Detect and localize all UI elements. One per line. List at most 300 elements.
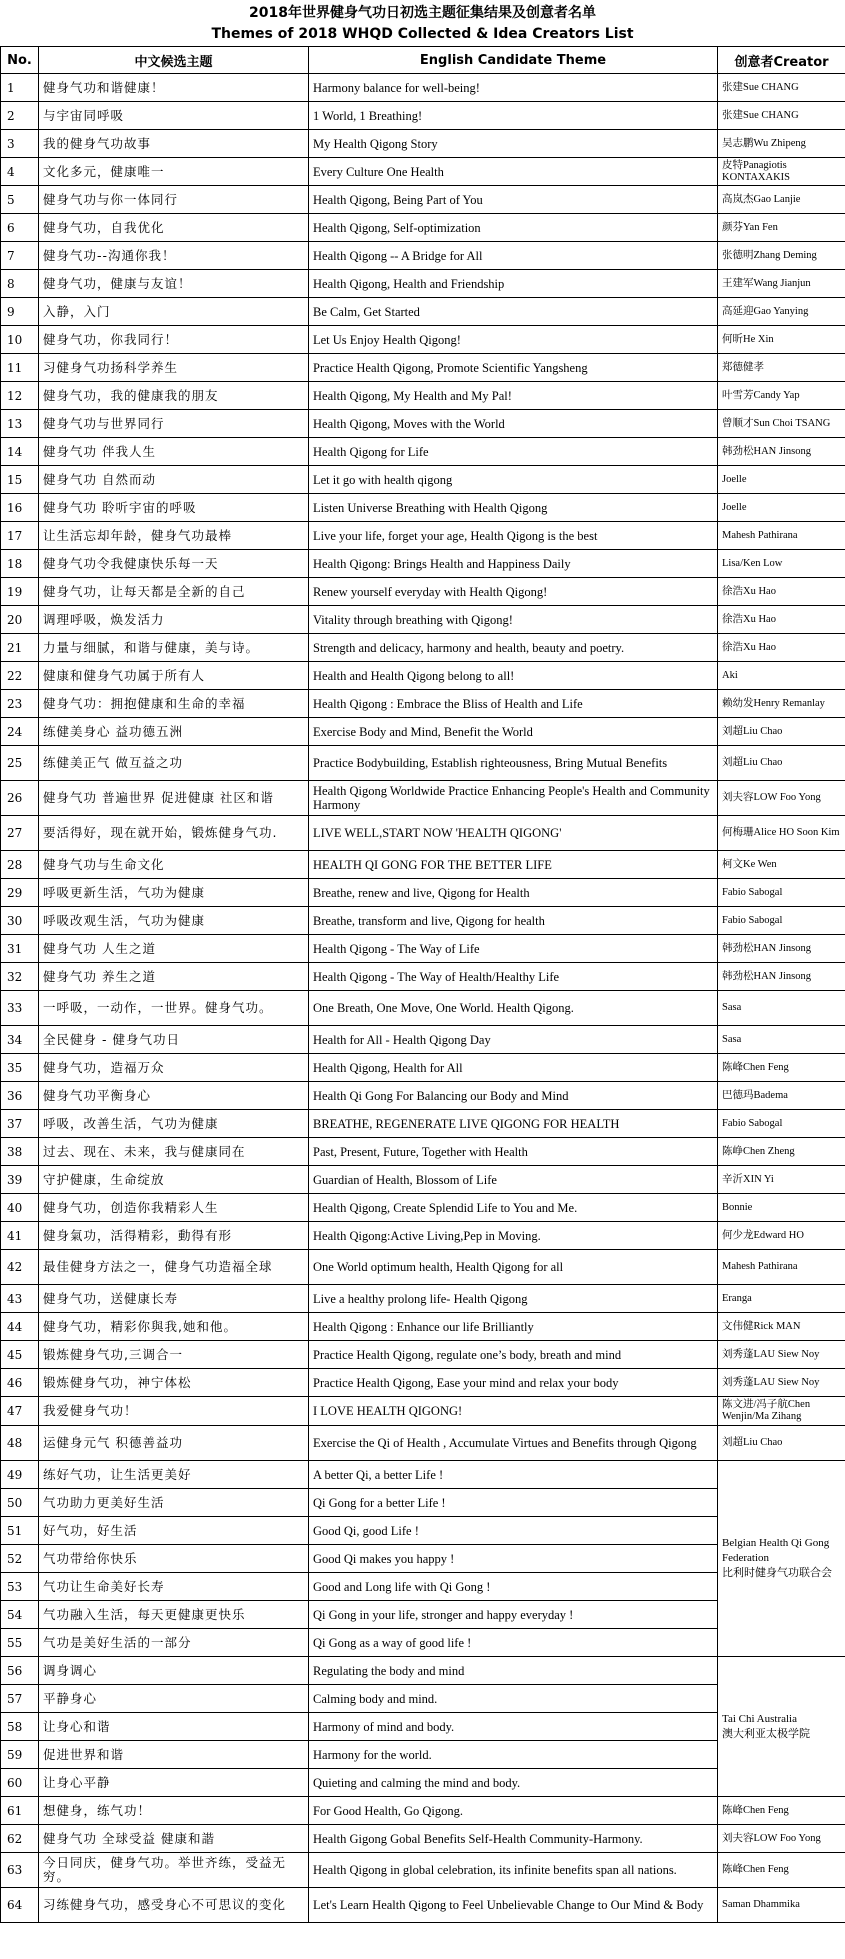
row-number: 53 <box>1 1573 39 1601</box>
row-number: 62 <box>1 1825 39 1853</box>
creator: 柯文Ke Wen <box>718 851 845 879</box>
english-theme: 1 World, 1 Breathing! <box>309 102 718 130</box>
row-number: 55 <box>1 1629 39 1657</box>
english-theme: Exercise the Qi of Health , Accumulate Virtues and Benefits through Qigong <box>309 1426 718 1461</box>
creator: 陈文进/冯子航Chen Wenjin/Ma Zihang <box>718 1397 845 1426</box>
chinese-theme: 健身气功，创造你我精彩人生 <box>39 1194 309 1222</box>
chinese-theme: 健身气功平衡身心 <box>39 1082 309 1110</box>
creator: Mahesh Pathirana <box>718 522 845 550</box>
creator: 陈峰Chen Feng <box>718 1797 845 1825</box>
row-number: 31 <box>1 935 39 963</box>
table-row <box>1 991 845 1026</box>
english-theme: Health for All - Health Qigong Day <box>309 1026 718 1054</box>
row-number: 44 <box>1 1313 39 1341</box>
row-number: 37 <box>1 1110 39 1138</box>
creator: Eranga <box>718 1285 845 1313</box>
row-number: 28 <box>1 851 39 879</box>
english-theme: Listen Universe Breathing with Health Qigong <box>309 494 718 522</box>
english-theme: One Breath, One Move, One World. Health Qigong. <box>309 991 718 1026</box>
chinese-theme: 健身气功，让每天都是全新的自己 <box>39 578 309 606</box>
english-theme: Health Qigong, Health for All <box>309 1054 718 1082</box>
table-row <box>1 354 845 382</box>
chinese-theme: 健身气功，自我优化 <box>39 214 309 242</box>
chinese-theme: 健身气功和谐健康！ <box>39 74 309 102</box>
table-row <box>1 410 845 438</box>
english-theme: Health Qigong : Embrace the Bliss of Health and Life <box>309 690 718 718</box>
row-number: 54 <box>1 1601 39 1629</box>
chinese-theme: 想健身，练气功！ <box>39 1797 309 1825</box>
chinese-theme: 健身气功令我健康快乐每一天 <box>39 550 309 578</box>
row-number: 33 <box>1 991 39 1026</box>
table-row <box>1 1313 845 1341</box>
table-row <box>1 1461 845 1489</box>
table-row <box>1 326 845 354</box>
table-row <box>1 74 845 102</box>
chinese-theme: 呼吸改观生活，气功为健康 <box>39 907 309 935</box>
row-number: 29 <box>1 879 39 907</box>
creator: 何昕He Xin <box>718 326 845 354</box>
english-theme: Practice Health Qigong, Ease your mind and relax your body <box>309 1369 718 1397</box>
english-theme: Live your life, forget your age, Health Qigong is the best <box>309 522 718 550</box>
chinese-theme: 与宇宙同呼吸 <box>39 102 309 130</box>
chinese-theme: 健身气功 普遍世界 促进健康 社区和谐 <box>39 781 309 816</box>
chinese-theme: 健身气功，我的健康我的朋友 <box>39 382 309 410</box>
english-theme: Health Qigong -- A Bridge for All <box>309 242 718 270</box>
row-number: 15 <box>1 466 39 494</box>
english-theme: Regulating the body and mind <box>309 1657 718 1685</box>
chinese-theme: 最佳健身方法之一，健身气功造福全球 <box>39 1250 309 1285</box>
row-number: 50 <box>1 1489 39 1517</box>
table-body <box>1 74 845 1923</box>
chinese-theme: 气功带给你快乐 <box>39 1545 309 1573</box>
table-row <box>1 1222 845 1250</box>
table-row <box>1 578 845 606</box>
table-row <box>1 1285 845 1313</box>
table-row <box>1 718 845 746</box>
table-row <box>1 851 845 879</box>
english-theme: Good Qi makes you happy ! <box>309 1545 718 1573</box>
table-row <box>1 1369 845 1397</box>
row-number: 24 <box>1 718 39 746</box>
creator: Aki <box>718 662 845 690</box>
table-row <box>1 634 845 662</box>
chinese-theme: 健身气功，你我同行！ <box>39 326 309 354</box>
chinese-theme: 健身气功：拥抱健康和生命的幸福 <box>39 690 309 718</box>
table-row <box>1 1888 845 1923</box>
english-theme: My Health Qigong Story <box>309 130 718 158</box>
table-row <box>1 382 845 410</box>
english-theme: Exercise Body and Mind, Benefit the World <box>309 718 718 746</box>
english-theme: Let it go with health qigong <box>309 466 718 494</box>
creator: 陈峰Chen Feng <box>718 1853 845 1888</box>
chinese-theme: 健身气功 人生之道 <box>39 935 309 963</box>
row-number: 13 <box>1 410 39 438</box>
creator: Fabio Sabogal <box>718 1110 845 1138</box>
english-theme: Health Qigong Worldwide Practice Enhancing People's Health and Community Harmony <box>309 781 718 816</box>
table-row <box>1 1825 845 1853</box>
table-row <box>1 102 845 130</box>
row-number: 49 <box>1 1461 39 1489</box>
chinese-theme: 守护健康，生命绽放 <box>39 1166 309 1194</box>
creator: Joelle <box>718 494 845 522</box>
chinese-theme: 平静身心 <box>39 1685 309 1713</box>
table-row <box>1 1194 845 1222</box>
row-number: 48 <box>1 1426 39 1461</box>
table-row <box>1 298 845 326</box>
row-number: 30 <box>1 907 39 935</box>
chinese-theme: 让生活忘却年龄，健身气功最棒 <box>39 522 309 550</box>
row-number: 51 <box>1 1517 39 1545</box>
english-theme: Harmony for the world. <box>309 1741 718 1769</box>
creator: 张建Sue CHANG <box>718 102 845 130</box>
table-row <box>1 746 845 781</box>
chinese-theme: 健身气功与你一体同行 <box>39 186 309 214</box>
row-number: 2 <box>1 102 39 130</box>
creator: 郑德健孝 <box>718 354 845 382</box>
english-theme: Health Qigong : Enhance our life Brilliantly <box>309 1313 718 1341</box>
english-theme: Qi Gong in your life, stronger and happy everyday ! <box>309 1601 718 1629</box>
table-row <box>1 1341 845 1369</box>
english-theme: Live a healthy prolong life- Health Qigong <box>309 1285 718 1313</box>
row-number: 34 <box>1 1026 39 1054</box>
chinese-theme: 我的健身气功故事 <box>39 130 309 158</box>
english-theme: Guardian of Health, Blossom of Life <box>309 1166 718 1194</box>
row-number: 26 <box>1 781 39 816</box>
title-chinese: 2018年世界健身气功日初选主题征集结果及创意者名单 <box>249 5 596 21</box>
chinese-theme: 运健身元气 积德善益功 <box>39 1426 309 1461</box>
chinese-theme: 健身气功，送健康长寿 <box>39 1285 309 1313</box>
chinese-theme: 健身气功--沟通你我！ <box>39 242 309 270</box>
creator-group-cell <box>718 1657 845 1797</box>
creator: 皮特Panagiotis KONTAXAKIS <box>718 158 845 186</box>
row-number: 41 <box>1 1222 39 1250</box>
table-row <box>1 1110 845 1138</box>
row-number: 21 <box>1 634 39 662</box>
creator: 韩劲松HAN Jinsong <box>718 963 845 991</box>
creator: 高岚杰Gao Lanjie <box>718 186 845 214</box>
chinese-theme: 习练健身气功，感受身心不可思议的变化 <box>39 1888 309 1923</box>
english-theme: Harmony balance for well-being! <box>309 74 718 102</box>
english-theme: Health Qigong, Moves with the World <box>309 410 718 438</box>
english-theme: Health Qigong - The Way of Life <box>309 935 718 963</box>
english-theme: Health Qigong:Active Living,Pep in Moving. <box>309 1222 718 1250</box>
chinese-theme: 好气功，好生活 <box>39 1517 309 1545</box>
creator: 巴德玛Badema <box>718 1082 845 1110</box>
english-theme: Health Qigong, Self-optimization <box>309 214 718 242</box>
english-theme: BREATHE, REGENERATE LIVE QIGONG FOR HEALTH <box>309 1110 718 1138</box>
creator: 颜芬Yan Fen <box>718 214 845 242</box>
chinese-theme: 健身气功 全球受益 健康和諧 <box>39 1825 309 1853</box>
row-number: 14 <box>1 438 39 466</box>
chinese-theme: 呼吸，改善生活，气功为健康 <box>39 1110 309 1138</box>
page-header <box>0 0 845 46</box>
creator: Fabio Sabogal <box>718 907 845 935</box>
chinese-theme: 文化多元，健康唯一 <box>39 158 309 186</box>
chinese-theme: 呼吸更新生活，气功为健康 <box>39 879 309 907</box>
english-theme: Health Qigong, Being Part of You <box>309 186 718 214</box>
english-theme: Let's Learn Health Qigong to Feel Unbelievable Change to Our Mind & Body <box>309 1888 718 1923</box>
english-theme: Health Qi Gong For Balancing our Body and Mind <box>309 1082 718 1110</box>
chinese-theme: 调身调心 <box>39 1657 309 1685</box>
creator: Mahesh Pathirana <box>718 1250 845 1285</box>
row-number: 39 <box>1 1166 39 1194</box>
english-theme: Quieting and calming the mind and body. <box>309 1769 718 1797</box>
row-number: 58 <box>1 1713 39 1741</box>
column-header-no: No. <box>1 47 39 74</box>
english-theme: Breathe, transform and live, Qigong for health <box>309 907 718 935</box>
table-row <box>1 186 845 214</box>
title-english: Themes of 2018 WHQD Collected & Idea Creators List <box>211 26 634 42</box>
row-number: 47 <box>1 1397 39 1426</box>
creator: 韩劲松HAN Jinsong <box>718 935 845 963</box>
table-row <box>1 438 845 466</box>
chinese-theme: 健身气功，造福万众 <box>39 1054 309 1082</box>
creator: 高延迎Gao Yanying <box>718 298 845 326</box>
creator: 刘秀蓬LAU Siew Noy <box>718 1369 845 1397</box>
creator: 吴志鹏Wu Zhipeng <box>718 130 845 158</box>
creator: 赖幼发Henry Remanlay <box>718 690 845 718</box>
english-theme: Health Qigong in global celebration, its infinite benefits span all nations. <box>309 1853 718 1888</box>
creator: Sasa <box>718 991 845 1026</box>
creator: 张德明Zhang Deming <box>718 242 845 270</box>
row-number: 36 <box>1 1082 39 1110</box>
creator: 刘超Liu Chao <box>718 1426 845 1461</box>
table-row <box>1 690 845 718</box>
row-number: 12 <box>1 382 39 410</box>
creator-group-name-en: Belgian Health Qi Gong Federation <box>722 1537 830 1564</box>
table-row <box>1 550 845 578</box>
table-row <box>1 935 845 963</box>
chinese-theme: 练好气功，让生活更美好 <box>39 1461 309 1489</box>
table-header-row <box>1 47 845 74</box>
row-number: 16 <box>1 494 39 522</box>
row-number: 6 <box>1 214 39 242</box>
chinese-theme: 健身气功 聆听宇宙的呼吸 <box>39 494 309 522</box>
row-number: 20 <box>1 606 39 634</box>
row-number: 10 <box>1 326 39 354</box>
chinese-theme: 力量与细腻，和谐与健康，美与诗。 <box>39 634 309 662</box>
creator: 辛沂XIN Yi <box>718 1166 845 1194</box>
creator: 张建Sue CHANG <box>718 74 845 102</box>
row-number: 43 <box>1 1285 39 1313</box>
chinese-theme: 今日同庆，健身气功。举世齐练，受益无穷。 <box>39 1853 309 1888</box>
chinese-theme: 我爱健身气功！ <box>39 1397 309 1426</box>
row-number: 25 <box>1 746 39 781</box>
table-row <box>1 1397 845 1426</box>
english-theme: Health and Health Qigong belong to all! <box>309 662 718 690</box>
column-header-english-theme: English Candidate Theme <box>309 47 718 74</box>
creator-group-name-cn: 比利时健身气功联合会 <box>722 1567 832 1579</box>
table-row <box>1 1426 845 1461</box>
chinese-theme: 气功让生命美好长寿 <box>39 1573 309 1601</box>
column-header-chinese-theme: 中文候选主题 <box>39 47 309 74</box>
english-theme: Let Us Enjoy Health Qigong! <box>309 326 718 354</box>
chinese-theme: 让身心和谐 <box>39 1713 309 1741</box>
creator: Sasa <box>718 1026 845 1054</box>
chinese-theme: 气功是美好生活的一部分 <box>39 1629 309 1657</box>
english-theme: Breathe, renew and live, Qigong for Health <box>309 879 718 907</box>
chinese-theme: 健身气功与世界同行 <box>39 410 309 438</box>
chinese-theme: 过去、现在、未来，我与健康同在 <box>39 1138 309 1166</box>
english-theme: Past, Present, Future, Together with Health <box>309 1138 718 1166</box>
english-theme: Vitality through breathing with Qigong! <box>309 606 718 634</box>
chinese-theme: 健身气功，精彩你與我,她和他。 <box>39 1313 309 1341</box>
english-theme: Qi Gong for a better Life ! <box>309 1489 718 1517</box>
row-number: 3 <box>1 130 39 158</box>
english-theme: Practice Health Qigong, regulate one’s body, breath and mind <box>309 1341 718 1369</box>
chinese-theme: 健康和健身气功属于所有人 <box>39 662 309 690</box>
creator: 刘夫容LOW Foo Yong <box>718 781 845 816</box>
table-row <box>1 214 845 242</box>
english-theme: I LOVE HEALTH QIGONG! <box>309 1397 718 1426</box>
english-theme: Every Culture One Health <box>309 158 718 186</box>
row-number: 18 <box>1 550 39 578</box>
creator: 徐浩Xu Hao <box>718 578 845 606</box>
table-row <box>1 130 845 158</box>
creator: Bonnie <box>718 1194 845 1222</box>
table-row <box>1 242 845 270</box>
row-number: 32 <box>1 963 39 991</box>
chinese-theme: 锻炼健身气功，神宁体松 <box>39 1369 309 1397</box>
table-row <box>1 662 845 690</box>
table-row <box>1 1657 845 1685</box>
row-number: 11 <box>1 354 39 382</box>
english-theme: Health Qigong, Health and Friendship <box>309 270 718 298</box>
creator-group-name-cn: 澳大利亚太极学院 <box>722 1727 810 1740</box>
row-number: 64 <box>1 1888 39 1923</box>
chinese-theme: 健身氣功，活得精彩，動得有形 <box>39 1222 309 1250</box>
english-theme: Be Calm, Get Started <box>309 298 718 326</box>
row-number: 61 <box>1 1797 39 1825</box>
row-number: 38 <box>1 1138 39 1166</box>
table-row <box>1 781 845 816</box>
table-row <box>1 1797 845 1825</box>
table-row <box>1 270 845 298</box>
row-number: 7 <box>1 242 39 270</box>
table-row <box>1 1166 845 1194</box>
creator: 何少龙Edward HO <box>718 1222 845 1250</box>
creator: 曾顺才Sun Choi TSANG <box>718 410 845 438</box>
table-row <box>1 1853 845 1888</box>
creator: 徐浩Xu Hao <box>718 606 845 634</box>
chinese-theme: 让身心平静 <box>39 1769 309 1797</box>
chinese-theme: 一呼吸，一动作，一世界。健身气功。 <box>39 991 309 1026</box>
row-number: 4 <box>1 158 39 186</box>
chinese-theme: 健身气功 自然而动 <box>39 466 309 494</box>
english-theme: Health Qigong for Life <box>309 438 718 466</box>
english-theme: Practice Health Qigong, Promote Scientific Yangsheng <box>309 354 718 382</box>
table-row <box>1 879 845 907</box>
english-theme: Qi Gong as a way of good life ! <box>309 1629 718 1657</box>
creator: Saman Dhammika <box>718 1888 845 1923</box>
row-number: 1 <box>1 74 39 102</box>
row-number: 9 <box>1 298 39 326</box>
chinese-theme: 练健美正气 做互益之功 <box>39 746 309 781</box>
chinese-theme: 锻炼健身气功,三调合一 <box>39 1341 309 1369</box>
row-number: 17 <box>1 522 39 550</box>
english-theme: A better Qi, a better Life ! <box>309 1461 718 1489</box>
english-theme: HEALTH QI GONG FOR THE BETTER LIFE <box>309 851 718 879</box>
english-theme: Good and Long life with Qi Gong ! <box>309 1573 718 1601</box>
chinese-theme: 气功融入生活，每天更健康更快乐 <box>39 1601 309 1629</box>
creator: 文伟健Rick MAN <box>718 1313 845 1341</box>
english-theme: Renew yourself everyday with Health Qigong! <box>309 578 718 606</box>
row-number: 52 <box>1 1545 39 1573</box>
creator: Joelle <box>718 466 845 494</box>
table-row <box>1 1082 845 1110</box>
themes-table <box>0 46 845 1923</box>
creator: 刘秀蓬LAU Siew Noy <box>718 1341 845 1369</box>
english-theme: Practice Bodybuilding, Establish righteousness, Bring Mutual Benefits <box>309 746 718 781</box>
creator: 陈峰Chen Feng <box>718 1054 845 1082</box>
table-row <box>1 158 845 186</box>
creator: 刘夫容LOW Foo Yong <box>718 1825 845 1853</box>
chinese-theme: 要活得好，现在就开始，锻炼健身气功. <box>39 816 309 851</box>
creator: 陈峥Chen Zheng <box>718 1138 845 1166</box>
row-number: 42 <box>1 1250 39 1285</box>
creator: Lisa/Ken Low <box>718 550 845 578</box>
chinese-theme: 全民健身 - 健身气功日 <box>39 1026 309 1054</box>
english-theme: LIVE WELL,START NOW 'HEALTH QIGONG' <box>309 816 718 851</box>
chinese-theme: 健身气功与生命文化 <box>39 851 309 879</box>
row-number: 35 <box>1 1054 39 1082</box>
english-theme: For Good Health, Go Qigong. <box>309 1797 718 1825</box>
creator: Fabio Sabogal <box>718 879 845 907</box>
chinese-theme: 健身气功 养生之道 <box>39 963 309 991</box>
table-row <box>1 1250 845 1285</box>
row-number: 23 <box>1 690 39 718</box>
chinese-theme: 调理呼吸，焕发活力 <box>39 606 309 634</box>
row-number: 56 <box>1 1657 39 1685</box>
row-number: 22 <box>1 662 39 690</box>
chinese-theme: 练健美身心 益功德五洲 <box>39 718 309 746</box>
table-row <box>1 1054 845 1082</box>
row-number: 27 <box>1 816 39 851</box>
creator: 韩劲松HAN Jinsong <box>718 438 845 466</box>
chinese-theme: 健身气功，健康与友谊！ <box>39 270 309 298</box>
creator: 徐浩Xu Hao <box>718 634 845 662</box>
column-header-creator: 创意者Creator <box>718 47 845 74</box>
table-row <box>1 963 845 991</box>
creator: 何梅珊Alice HO Soon Kim <box>718 816 845 851</box>
chinese-theme: 气功助力更美好生活 <box>39 1489 309 1517</box>
chinese-theme: 习健身气功扬科学养生 <box>39 354 309 382</box>
row-number: 57 <box>1 1685 39 1713</box>
table-row <box>1 494 845 522</box>
english-theme: Health Gigong Gobal Benefits Self-Health Community-Harmony. <box>309 1825 718 1853</box>
row-number: 19 <box>1 578 39 606</box>
english-theme: Strength and delicacy, harmony and health, beauty and poetry. <box>309 634 718 662</box>
row-number: 40 <box>1 1194 39 1222</box>
row-number: 59 <box>1 1741 39 1769</box>
row-number: 45 <box>1 1341 39 1369</box>
creator-group-name-en: Tai Chi Australia <box>722 1712 797 1725</box>
table-row <box>1 816 845 851</box>
row-number: 63 <box>1 1853 39 1888</box>
english-theme: Health Qigong, My Health and My Pal! <box>309 382 718 410</box>
creator: 王建军Wang Jianjun <box>718 270 845 298</box>
creator: 叶雪芳Candy Yap <box>718 382 845 410</box>
row-number: 8 <box>1 270 39 298</box>
creator: 刘超Liu Chao <box>718 718 845 746</box>
table-row <box>1 907 845 935</box>
table-row <box>1 1026 845 1054</box>
table-row <box>1 606 845 634</box>
table-row <box>1 466 845 494</box>
chinese-theme: 健身气功 伴我人生 <box>39 438 309 466</box>
creator: 刘超Liu Chao <box>718 746 845 781</box>
row-number: 60 <box>1 1769 39 1797</box>
